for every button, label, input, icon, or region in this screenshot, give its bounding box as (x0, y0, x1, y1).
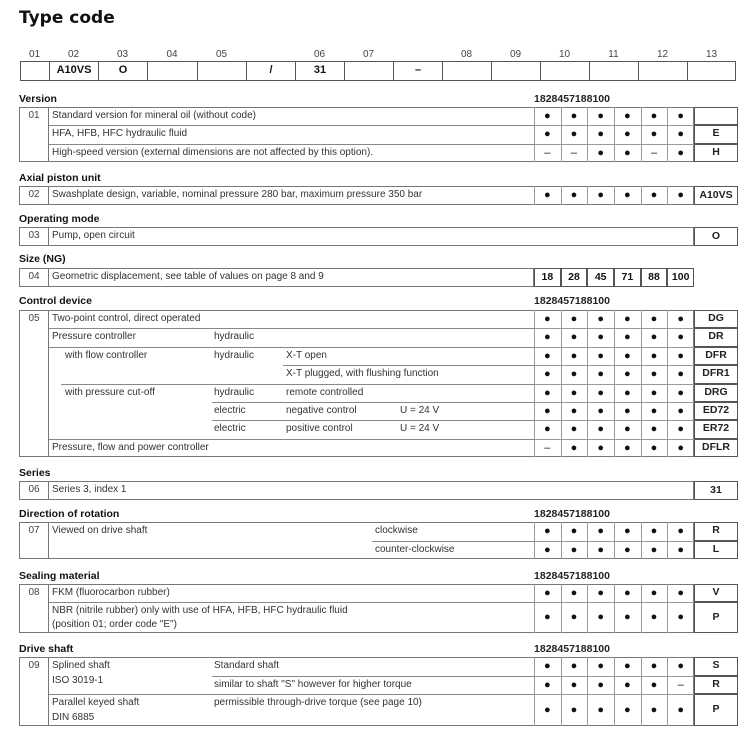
availability-cell: ● (570, 441, 578, 454)
position-label: 04 (166, 49, 178, 60)
availability-cell: ● (624, 525, 631, 537)
size-header: 18 (534, 508, 546, 520)
availability-cell: ● (597, 525, 604, 537)
availability-cell: ● (624, 146, 631, 159)
position-label: 06 (313, 49, 326, 60)
availability-cell: ● (544, 386, 551, 399)
row-text: Series 3, index 1 (52, 484, 127, 495)
size-value-box[interactable]: 71 (614, 268, 641, 287)
type-code-cell[interactable] (639, 62, 688, 80)
availability-cell: ● (677, 128, 684, 141)
type-code-cell[interactable] (590, 62, 639, 80)
availability-cell: ● (624, 349, 631, 362)
availability-cell: ● (570, 587, 578, 599)
section-title-axial: Axial piston unit (19, 172, 101, 184)
availability-cell: ● (624, 405, 631, 417)
position-number: 01 (28, 110, 40, 121)
size-column-headers (534, 570, 694, 582)
availability-cell: ● (544, 587, 551, 599)
divider (48, 310, 49, 457)
availability-cell: ● (624, 368, 631, 381)
availability-cell: ● (624, 441, 631, 454)
page-title: Type code (19, 8, 115, 28)
size-header: 45 (557, 570, 570, 582)
availability-cell: ● (650, 441, 658, 454)
position-label: 02 (67, 49, 80, 60)
shaft-type: Splined shaft (52, 660, 110, 671)
availability-cell: ● (677, 313, 684, 325)
row-text-continued: (position 01; order code "E") (52, 619, 177, 630)
availability-cell: ● (597, 331, 604, 344)
divider (283, 365, 534, 366)
size-header: 45 (557, 295, 570, 307)
size-header: 88 (580, 643, 593, 655)
rotation-direction: clockwise (375, 525, 418, 536)
position-label: 07 (362, 49, 375, 60)
section-title-drive: Drive shaft (19, 643, 74, 655)
divider (372, 541, 534, 542)
availability-cell: – (570, 146, 578, 159)
type-code-cell[interactable] (541, 62, 590, 80)
divider (49, 694, 534, 695)
row-text: permissible through-drive torque (see page 10) (214, 697, 422, 708)
availability-cell: ● (650, 525, 658, 537)
type-code-cell[interactable] (198, 62, 247, 80)
order-code-DR[interactable]: DR (694, 328, 738, 346)
row-text: FKM (fluorocarbon rubber) (52, 587, 170, 598)
position-label: 10 (558, 49, 571, 60)
control-label: Pressure controller (52, 331, 136, 343)
availability-cell: ● (570, 110, 578, 122)
availability-cell: ● (544, 678, 551, 691)
size-header: 18 (534, 643, 546, 655)
size-column-headers (534, 295, 694, 307)
availability-cell: – (677, 678, 684, 691)
size-header: 88 (580, 93, 593, 105)
availability-cell: ● (544, 405, 551, 417)
divider (49, 347, 534, 348)
position-number: 02 (28, 189, 40, 200)
row-text: Standard version for mineral oil (without code) (52, 110, 256, 121)
position-label: 11 (608, 49, 619, 60)
divider (49, 328, 534, 329)
availability-cell: ● (544, 349, 551, 362)
size-header: 45 (557, 93, 570, 105)
type-code-cell[interactable] (21, 62, 50, 80)
size-header: 28 (545, 93, 558, 105)
availability-cell: ● (597, 678, 604, 691)
availability-cell: ● (570, 386, 578, 399)
row-text: Geometric displacement, see table of values on page 8 and 9 (52, 271, 324, 282)
availability-cell: ● (677, 110, 684, 122)
size-header: 18 (534, 570, 546, 582)
size-value-box[interactable]: 45 (587, 268, 614, 287)
availability-cell: ● (677, 660, 684, 672)
size-header: 100 (592, 570, 610, 582)
availability-cell: ● (624, 611, 631, 623)
size-header: 100 (592, 508, 610, 520)
type-code-cell[interactable]: 31 (296, 62, 345, 80)
control-label: with pressure cut-off (65, 386, 155, 398)
availability-cell: ● (570, 368, 578, 381)
size-header: 18 (534, 295, 546, 307)
availability-cell: ● (650, 368, 658, 381)
availability-cell: ● (570, 423, 578, 436)
availability-cell: ● (570, 405, 578, 417)
control-variant: X-T open (286, 349, 327, 361)
availability-cell: ● (597, 423, 604, 436)
availability-cell: ● (624, 331, 631, 344)
section-title-operating: Operating mode (19, 213, 100, 225)
order-code-R[interactable]: R (694, 522, 738, 541)
availability-cell: ● (597, 349, 604, 362)
order-code-O[interactable]: O (694, 227, 738, 246)
availability-cell: ● (597, 110, 604, 122)
size-header: 88 (580, 508, 593, 520)
divider (49, 125, 534, 126)
divider (49, 439, 534, 440)
availability-cell: ● (650, 128, 658, 141)
availability-cell: ● (677, 146, 684, 159)
availability-cell: ● (597, 368, 604, 381)
section-title-sealing: Sealing material (19, 570, 100, 582)
order-code-ER72[interactable]: ER72 (694, 420, 738, 438)
position-label: 13 (705, 49, 718, 60)
availability-cell: – (544, 441, 551, 454)
order-code-31[interactable]: 31 (694, 481, 738, 500)
position-label: 09 (509, 49, 522, 60)
row-text: HFA, HFB, HFC hydraulic fluid (52, 128, 188, 140)
size-value-box[interactable]: 88 (641, 268, 668, 287)
size-header: 100 (592, 643, 610, 655)
availability-cell: ● (650, 189, 658, 201)
availability-cell: ● (544, 423, 551, 436)
position-number: 08 (28, 587, 40, 598)
availability-cell: ● (677, 405, 684, 417)
position-label: 08 (460, 49, 473, 60)
availability-cell: ● (677, 587, 684, 599)
availability-cell: ● (624, 128, 631, 141)
availability-cell: ● (570, 543, 578, 556)
divider (49, 144, 534, 145)
availability-cell: ● (597, 405, 604, 417)
availability-cell: ● (677, 368, 684, 381)
row-text: NBR (nitrile rubber) only with use of HFA, HFB, HFC hydraulic fluid (52, 605, 348, 616)
availability-cell: ● (544, 128, 551, 141)
size-header: 28 (545, 643, 558, 655)
position-number: 06 (28, 484, 40, 495)
availability-cell: ● (650, 543, 658, 556)
control-type: electric (214, 423, 246, 435)
row-text: Standard shaft (214, 660, 280, 671)
availability-cell: ● (597, 386, 604, 399)
type-code-cell[interactable] (492, 62, 541, 80)
availability-cell: ● (570, 704, 578, 716)
size-header: 28 (545, 508, 558, 520)
order-code-P[interactable]: P (694, 694, 738, 726)
availability-cell: ● (624, 704, 631, 716)
size-header: 88 (580, 295, 593, 307)
availability-cell: ● (677, 349, 684, 362)
order-code-DFR1[interactable]: DFR1 (694, 365, 738, 383)
order-code-R[interactable]: R (694, 676, 738, 695)
availability-cell: ● (570, 128, 578, 141)
availability-cell: ● (624, 423, 631, 436)
position-number: 05 (28, 313, 40, 324)
availability-cell: ● (624, 313, 631, 325)
order-code-DRG[interactable]: DRG (694, 384, 738, 402)
size-header: 18 (534, 93, 546, 105)
control-voltage: U = 24 V (400, 405, 440, 416)
availability-cell: ● (624, 189, 631, 201)
section-title-series: Series (19, 467, 51, 479)
availability-cell: ● (677, 423, 684, 436)
section-title-rotation: Direction of rotation (19, 508, 120, 520)
size-column-headers (534, 508, 694, 520)
position-label: 12 (656, 49, 669, 60)
size-header: 28 (545, 570, 558, 582)
row-text: High-speed version (external dimensions are not affected by this option). (52, 146, 374, 158)
order-code-E[interactable]: E (694, 125, 738, 143)
availability-cell: ● (677, 441, 684, 454)
position-label: 05 (215, 49, 228, 60)
position-number: 03 (28, 230, 40, 241)
availability-cell: ● (650, 331, 658, 344)
size-value-box[interactable]: 28 (561, 268, 588, 287)
availability-cell: ● (570, 331, 578, 344)
availability-cell: ● (677, 386, 684, 399)
type-code-cell[interactable]: – (394, 62, 443, 80)
size-value-box[interactable]: 100 (667, 268, 694, 287)
availability-cell: ● (597, 587, 604, 599)
section-title-size: Size (NG) (19, 253, 66, 265)
availability-cell: ● (650, 313, 658, 325)
availability-cell: ● (650, 386, 658, 399)
divider (49, 602, 534, 603)
type-code-cell[interactable]: O (99, 62, 148, 80)
size-header: 100 (592, 93, 610, 105)
availability-cell: ● (624, 543, 631, 556)
order-code-L[interactable]: L (694, 541, 738, 560)
availability-cell: ● (597, 128, 604, 141)
control-type: hydraulic (214, 331, 255, 343)
divider (61, 384, 534, 385)
availability-cell: ● (570, 660, 578, 672)
availability-cell: ● (570, 349, 578, 362)
availability-cell: ● (570, 611, 578, 623)
availability-cell: ● (544, 704, 551, 716)
size-header: 45 (557, 508, 570, 520)
shaft-standard: ISO 3019-1 (52, 675, 104, 686)
availability-cell: – (650, 146, 658, 159)
type-code-cell[interactable] (345, 62, 394, 80)
divider (212, 402, 534, 403)
availability-cell: ● (624, 678, 631, 691)
size-column-headers (534, 93, 694, 105)
availability-cell: ● (597, 611, 604, 623)
availability-cell: ● (650, 660, 658, 672)
availability-cell: ● (597, 543, 604, 556)
availability-cell: ● (650, 587, 658, 599)
position-label: 01 (28, 49, 41, 60)
size-header: 71 (569, 295, 581, 307)
order-code-A10VS[interactable]: A10VS (694, 186, 738, 205)
control-type: hydraulic (214, 386, 255, 398)
position-number: 04 (28, 271, 40, 282)
divider (212, 420, 534, 421)
position-label: 03 (116, 49, 129, 60)
control-label: Pressure, flow and power controller (52, 441, 209, 453)
availability-cell: ● (597, 313, 604, 325)
availability-cell: ● (597, 189, 604, 201)
control-variant: negative control (286, 405, 357, 416)
shaft-standard: DIN 6885 (52, 712, 95, 723)
order-code-ED72[interactable]: ED72 (694, 402, 738, 420)
availability-cell: ● (544, 331, 551, 344)
size-header: 28 (545, 295, 558, 307)
availability-cell: ● (544, 313, 551, 325)
size-header: 71 (569, 508, 581, 520)
type-code-cell[interactable] (688, 62, 737, 80)
size-header: 71 (569, 643, 581, 655)
availability-cell: ● (677, 543, 684, 556)
control-variant: positive control (286, 423, 353, 435)
availability-cell: ● (544, 189, 551, 201)
availability-cell: ● (597, 146, 604, 159)
type-code-cell[interactable] (148, 62, 198, 80)
position-number: 09 (28, 660, 40, 671)
order-code-DFR[interactable]: DFR (694, 347, 738, 365)
row-text: Pump, open circuit (52, 230, 135, 241)
availability-cell: ● (597, 704, 604, 716)
type-code-cell[interactable]: A10VS (50, 62, 99, 80)
availability-cell: ● (544, 660, 551, 672)
availability-cell: ● (597, 441, 604, 454)
size-column-headers (534, 643, 694, 655)
availability-cell: ● (650, 611, 658, 623)
availability-cell: ● (544, 525, 551, 537)
position-number: 07 (28, 525, 40, 536)
availability-cell: – (544, 146, 551, 159)
size-header: 100 (592, 295, 610, 307)
availability-cell: ● (597, 660, 604, 672)
size-header: 71 (569, 93, 581, 105)
control-variant: remote controlled (286, 386, 364, 398)
control-variant: X-T plugged, with flushing function (286, 368, 439, 380)
rotation-label: Viewed on drive shaft (52, 525, 148, 536)
availability-cell: ● (650, 423, 658, 436)
availability-cell: ● (650, 349, 658, 362)
order-code-P[interactable]: P (694, 602, 738, 633)
availability-cell: ● (677, 611, 684, 623)
size-header: 71 (569, 570, 581, 582)
rotation-direction: counter-clockwise (375, 543, 455, 555)
availability-cell: ● (650, 704, 658, 716)
order-code-S[interactable]: S (694, 657, 738, 676)
type-code-cell[interactable] (443, 62, 492, 80)
size-value-box[interactable]: 18 (534, 268, 561, 287)
row-text: Swashplate design, variable, nominal pressure 280 bar, maximum pressure 350 bar (52, 189, 423, 200)
order-code-DG[interactable]: DG (694, 310, 738, 328)
availability-cell: ● (570, 189, 578, 201)
availability-cell: ● (677, 525, 684, 537)
availability-cell: ● (650, 678, 658, 691)
size-header: 45 (557, 643, 570, 655)
availability-cell: ● (650, 110, 658, 122)
availability-cell: ● (544, 368, 551, 381)
availability-cell: ● (650, 405, 658, 417)
section-title-version: Version (19, 93, 57, 105)
order-code-H[interactable]: H (694, 144, 738, 162)
section-title-control: Control device (19, 295, 92, 307)
control-type: electric (214, 405, 246, 416)
availability-cell: ● (570, 678, 578, 691)
availability-cell: ● (570, 525, 578, 537)
divider (212, 676, 534, 677)
availability-cell: ● (624, 660, 631, 672)
control-label: Two-point control, direct operated (52, 313, 201, 324)
size-header: 88 (580, 570, 593, 582)
type-code-boxes (20, 61, 736, 81)
availability-cell: ● (544, 611, 551, 623)
availability-cell: ● (677, 331, 684, 344)
row-text: similar to shaft "S" however for higher torque (214, 679, 412, 690)
order-code-DFLR[interactable]: DFLR (694, 439, 738, 457)
control-type: hydraulic (214, 349, 255, 361)
availability-cell: ● (544, 543, 551, 556)
shaft-type: Parallel keyed shaft (52, 697, 140, 708)
type-code-cell[interactable]: / (247, 62, 296, 80)
availability-cell: ● (544, 110, 551, 122)
control-label: with flow controller (65, 349, 148, 361)
availability-cell: ● (677, 704, 684, 716)
order-code-none[interactable] (694, 107, 738, 125)
availability-cell: ● (624, 386, 631, 399)
availability-cell: ● (624, 587, 631, 599)
availability-cell: ● (677, 189, 684, 201)
availability-cell: ● (624, 110, 631, 122)
control-voltage: U = 24 V (400, 423, 440, 435)
order-code-V[interactable]: V (694, 584, 738, 602)
availability-cell: ● (570, 313, 578, 325)
